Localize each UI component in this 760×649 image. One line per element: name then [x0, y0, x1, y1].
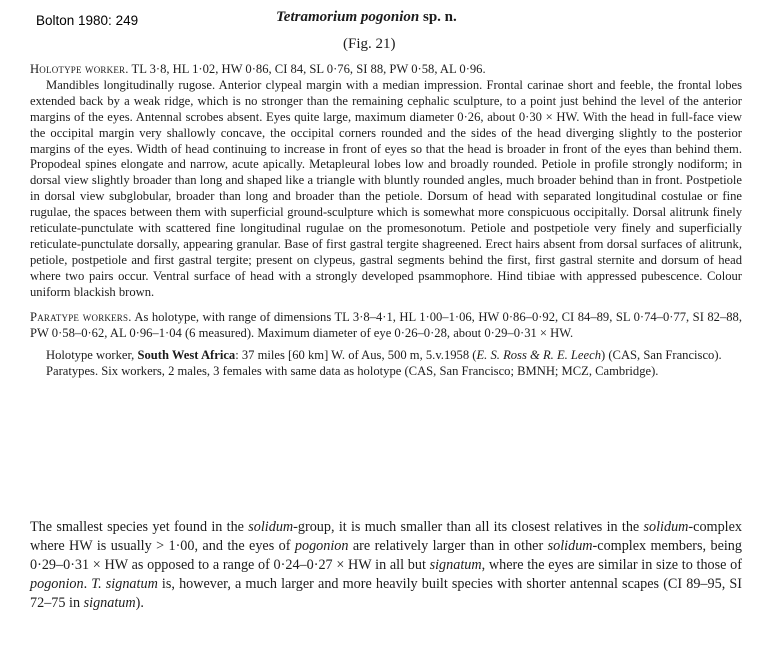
- remarks-paragraph: [30, 518, 742, 613]
- species-title: [276, 9, 457, 26]
- holotype-material: [30, 348, 742, 364]
- paratype-paragraph: [30, 310, 742, 342]
- holotype-depository: ) (CAS, San Francisco).: [601, 348, 722, 363]
- holotype-measurement-values: TL 3·8, HL 1·02, HW 0·86, CI 84, SL 0·76, SI 88, PW 0·58, AL 0·96.: [128, 62, 486, 76]
- citation-label: Bolton 1980: 249: [36, 13, 139, 28]
- paratype-heading: Paratype workers.: [30, 309, 132, 324]
- remarks-text: The smallest species yet found in the: [30, 519, 249, 535]
- paratypes-material: Paratypes. Six workers, 2 males, 3 females with same data as holotype (CAS, San Francisco; BMNH; MCZ, Cambridge).: [46, 364, 659, 379]
- group-name: solidum: [248, 519, 294, 535]
- species-ref: pogonion: [30, 575, 84, 592]
- remarks-text: -complex members, being 0·29–0·31 × HW as opposed to a range of 0·24–0·27 × HW in all but: [30, 537, 742, 573]
- remarks-section: [30, 518, 742, 613]
- description-body: [30, 62, 742, 380]
- holotype-intro: Holotype worker,: [46, 348, 138, 363]
- remarks-text: .: [83, 575, 92, 592]
- group-name: solidum: [643, 519, 689, 535]
- remarks-text: is, however, a much larger and more heavily built species with shorter antennal scapes (CI 89–95, SI 72–75 in: [30, 575, 742, 611]
- remarks-text: -group, it is much smaller than all its closest relatives in the: [293, 519, 644, 535]
- holotype-heading: Holotype worker.: [30, 62, 129, 76]
- holotype-measurements: [30, 62, 742, 78]
- holotype-locality: South West Africa: [137, 348, 236, 363]
- species-ref: signatum: [429, 556, 482, 573]
- species-ref: signatum: [83, 594, 136, 611]
- species-ref: T. signatum: [91, 575, 158, 592]
- species-ref: pogonion: [294, 537, 349, 554]
- remarks-text: , where the eyes are similar in size to those of: [481, 556, 742, 573]
- holotype-description: Mandibles longitudinally rugose. Anterior clypeal margin with a median impression. Frontal carinae short and feeble, the frontal lobes extended back by a weak ridge, which is no stronger than the remaining cephalic sculpture, to a point just behind the level of the anterior margins of the eyes. Antennal scrobes absent. Eyes quite large, maximum diameter 0·26, about 0·30 × HW. With the head in full-face view the occipital margin very shallowly concave, the occipital corners rounded and the sides of the head diverging slightly to the posterior margins of the eyes. Width of head continuing to increase in front of eyes so that the head is broader in front of the eyes than behind them. Propodeal spines elongate and narrow, acute apically. Metapleural lobes low and broadly rounded. Petiole in profile strongly nodiform; in dorsal view slightly broader than long and shaped like a triangle with bluntly rounded angles, much broader behind than in front. Postpetiole in dorsal view subglobular, broader than long and broader than the petiole. Dorsum of head with separated longitudinal costulae or fine rugulae, the spaces between them with superficial ground-sculpture which is somewhat more conspicuous occipitally. Dorsal alitrunk finely reticulate-punctulate with scattered fine longitudinal rugulae on the promesonotum. Petiole and postpetiole very finely and superficially reticulate-punctulate dorsally, appearing granular. Base of first gastral tergite shagreened. Erect hairs absent from dorsal surfaces of alitrunk, petiole, postpetiole and first gastral tergite; present on clypeus, gastral segments behind the first, first gastral sternite and dorsum of head where two pairs occur. Ventral surface of head with a strongly developed psammophore. Hind tibiae with appressed pubescence. Colour uniform blackish brown.: [30, 77, 742, 299]
- group-name: solidum: [547, 537, 593, 554]
- remarks-text: ).: [135, 594, 144, 611]
- figure-reference: (Fig. 21): [343, 36, 396, 52]
- holotype-details: : 37 miles [60 km] W. of Aus, 500 m, 5.v.1958 (: [235, 348, 477, 363]
- remarks-text: are relatively larger than in other: [348, 537, 548, 554]
- species-rank: sp. n.: [422, 9, 457, 25]
- remarks-text: -complex where HW is usually > 1·00, and the eyes of: [30, 519, 742, 554]
- paratype-text: As holotype, with range of dimensions TL 3·8–4·1, HL 1·00–1·06, HW 0·86–0·92, CI 84–89, SL 0·74–0·77, SI 82–88, PW 0·58–0·62, AL 0·96–1·04 (6 measured). Maximum diameter of eye 0·26–0·28, about 0·29–0·31 × HW.: [30, 309, 743, 340]
- holotype-collector: E. S. Ross & R. E. Leech: [476, 348, 602, 363]
- species-name: Tetramorium pogonion: [276, 9, 420, 25]
